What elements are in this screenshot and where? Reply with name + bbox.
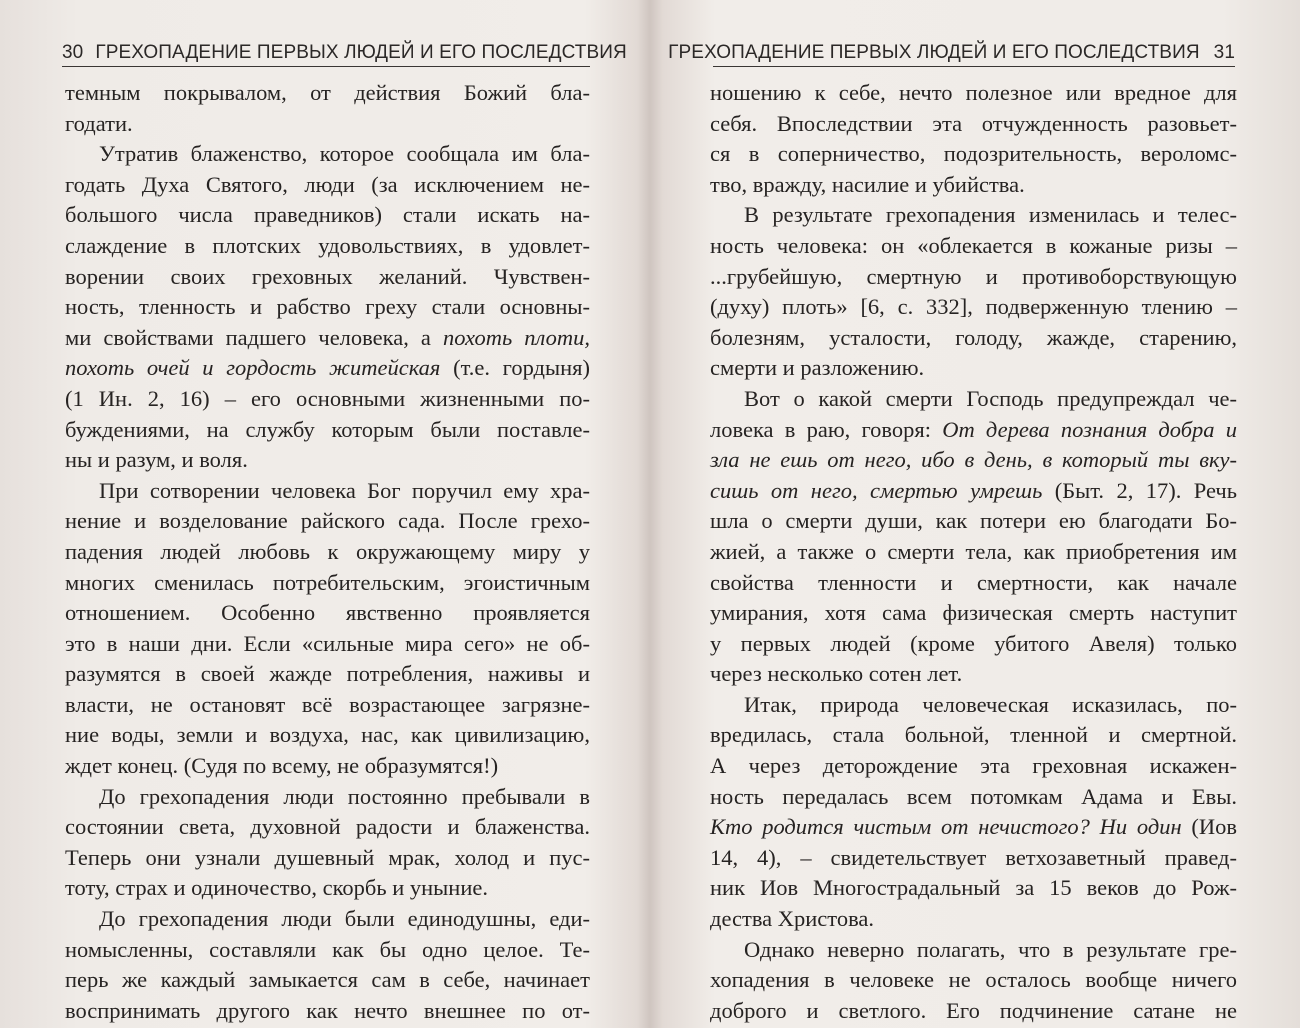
text-line: состоянии света, духовной радости и блаженства.	[65, 814, 590, 840]
text-line: Итак, природа человеческая исказилась, по-	[744, 691, 1237, 717]
text-line	[65, 353, 590, 384]
text-line: А через деторождение эта греховная искажен-	[710, 753, 1237, 779]
text-line: До грехопадения люди постоянно пребывали в	[99, 783, 590, 809]
text-line: ворении своих греховных желаний. Чувствен-	[65, 263, 590, 289]
text-line: ны и разум, и воля.	[65, 447, 248, 473]
text-line: ждет конец. (Судя по всему, не образумятся!)	[65, 753, 499, 779]
text-line: (духу) плоть» [6, с. 332], подверженную тлению –	[710, 294, 1237, 320]
text-line: Вот о какой смерти Господь предупреждал че-	[744, 385, 1237, 411]
text-line: буждениями, на службу которым были поставле-	[65, 416, 590, 442]
text-line: При сотворении человека Бог поручил ему хра-	[99, 477, 590, 503]
text-line: вредилась, стала больной, тленной и смертной.	[710, 722, 1237, 748]
italic-quote: зла не ешь от него, ибо в день, в который ты вку-	[710, 447, 1237, 473]
running-head: ГРЕХОПАДЕНИЕ ПЕРВЫХ ЛЮДЕЙ И ЕГО ПОСЛЕДСТВИЯ	[668, 42, 1200, 63]
text-line: годати.	[65, 110, 133, 136]
text-line: (1 Ин. 2, 16) – его основными жизненными по-	[65, 385, 590, 411]
text-line: ность человека: он «облекается в кожаные ризы –	[710, 232, 1237, 258]
right-page-header	[668, 40, 1235, 67]
text-line: хопадения в человеке не осталось вообще ничего	[710, 967, 1237, 993]
text-line: воспринимать другого как нечто внешнее по от-	[65, 997, 590, 1023]
text-line: 14, 4), – свидетельствует ветхозаветный правед-	[710, 844, 1237, 870]
italic-quote: сишь от него, смертью умрешь	[710, 477, 1043, 503]
text-line: себя. Впоследствии эта отчужденность разовьет-	[710, 110, 1237, 136]
text-line: тво, вражду, насилие и убийства.	[710, 171, 1025, 197]
text-line: ...грубейшую, смертную и противоборствующую	[710, 263, 1237, 289]
text-line	[710, 812, 1237, 843]
text-line: В результате грехопадения изменилась и телес-	[744, 202, 1237, 228]
text-line: падения людей любовь к окружающему миру у	[65, 538, 590, 564]
text-line	[65, 323, 590, 354]
text-line: До грехопадения люди были единодушны, еди-	[99, 906, 590, 932]
line-segment: ловека в раю, говоря:	[710, 416, 943, 442]
text-line: ник Иов Многострадальный за 15 веков до Рож-	[710, 875, 1237, 901]
right-page	[650, 0, 1300, 1028]
italic-quote: похоть плоти,	[442, 324, 590, 350]
italic-quote: От дерева познания добра и	[942, 416, 1237, 442]
text-line: умирания, хотя сама физическая смерть наступит	[710, 600, 1237, 626]
text-line	[710, 476, 1237, 507]
text-line: это в наши дни. Если «сильные мира сего» не об-	[65, 630, 590, 656]
text-line: Теперь они узнали душевный мрак, холод и пус-	[65, 844, 590, 870]
left-page-body	[65, 78, 590, 1026]
italic-quote: Кто родится чистым от нечистого? Ни один	[710, 814, 1182, 840]
text-line: ся в соперничество, подозрительность, вероломс-	[710, 141, 1237, 167]
text-line: тоту, страх и одиночество, скорбь и уныние.	[65, 875, 488, 901]
text-line	[710, 415, 1237, 446]
text-line: ность передалась всем потомкам Адама и Евы.	[710, 783, 1237, 809]
text-line: многих сменилась потребительским, эгоистичным	[65, 569, 590, 595]
text-line: жией, а также о смерти тела, как приобретения им	[710, 538, 1237, 564]
text-line: перь же каждый замыкается сам в себе, начинает	[65, 967, 590, 993]
text-line: свойства тленности и смертности, как начале	[710, 569, 1237, 595]
text-line: слаждение в плотских удовольствиях, в удовлет-	[65, 232, 590, 258]
left-page-header	[62, 40, 627, 67]
text-line: большого числа праведников) стали искать на-	[65, 202, 590, 228]
text-line: годать Духа Святого, люди (за исключением не-	[65, 171, 590, 197]
text-line: ние воды, земли и воздуха, нас, как цивилизацию,	[65, 722, 590, 748]
text-line: номысленны, составляли как бы одно целое. Те-	[65, 936, 590, 962]
text-line: разумятся в своей жажде потребления, наживы и	[65, 661, 590, 687]
text-line: ность, тленность и рабство греху стали основны-	[65, 294, 590, 320]
text-line: Утратив блаженство, которое сообщала им бла-	[99, 141, 590, 167]
line-segment: (т.е. гордыня)	[440, 355, 590, 381]
text-line: через несколько сотен лет.	[710, 661, 963, 687]
line-segment: (Быт. 2, 17). Речь	[1042, 477, 1237, 503]
text-line: доброго и светлого. Его подчинение сатане не	[710, 997, 1237, 1023]
line-segment: ми свойствами падшего человека, а	[65, 324, 443, 350]
text-line: власти, не остановят всё возрастающее загрязне-	[65, 691, 590, 717]
text-line: ношению к себе, нечто полезное или вредное для	[710, 80, 1237, 105]
text-line: нение и возделование райского сада. После грехо-	[65, 508, 590, 534]
text-line: темным покрывалом, от действия Божий бла-	[65, 80, 590, 105]
running-head: ГРЕХОПАДЕНИЕ ПЕРВЫХ ЛЮДЕЙ И ЕГО ПОСЛЕДСТВИЯ	[95, 42, 627, 63]
text-line: отношением. Особенно явственно проявляется	[65, 600, 590, 626]
text-line: Однако неверно полагать, что в результате гре-	[744, 936, 1237, 962]
line-segment: (Иов	[1181, 814, 1237, 840]
page-number: 30	[62, 42, 84, 63]
text-line	[710, 445, 1237, 476]
text-line: у первых людей (кроме убитого Авеля) только	[710, 630, 1237, 656]
italic-quote: похоть очей и гордость житейская	[65, 355, 441, 381]
text-line: болезням, усталости, голоду, жажде, старению,	[710, 324, 1237, 350]
right-page-body	[710, 78, 1237, 1026]
text-line: шла о смерти души, как потери ею благодати Бо-	[710, 508, 1237, 534]
page-number: 31	[1213, 42, 1235, 63]
text-line: смерти и разложению.	[710, 355, 925, 381]
text-line: дества Христова.	[710, 906, 875, 932]
